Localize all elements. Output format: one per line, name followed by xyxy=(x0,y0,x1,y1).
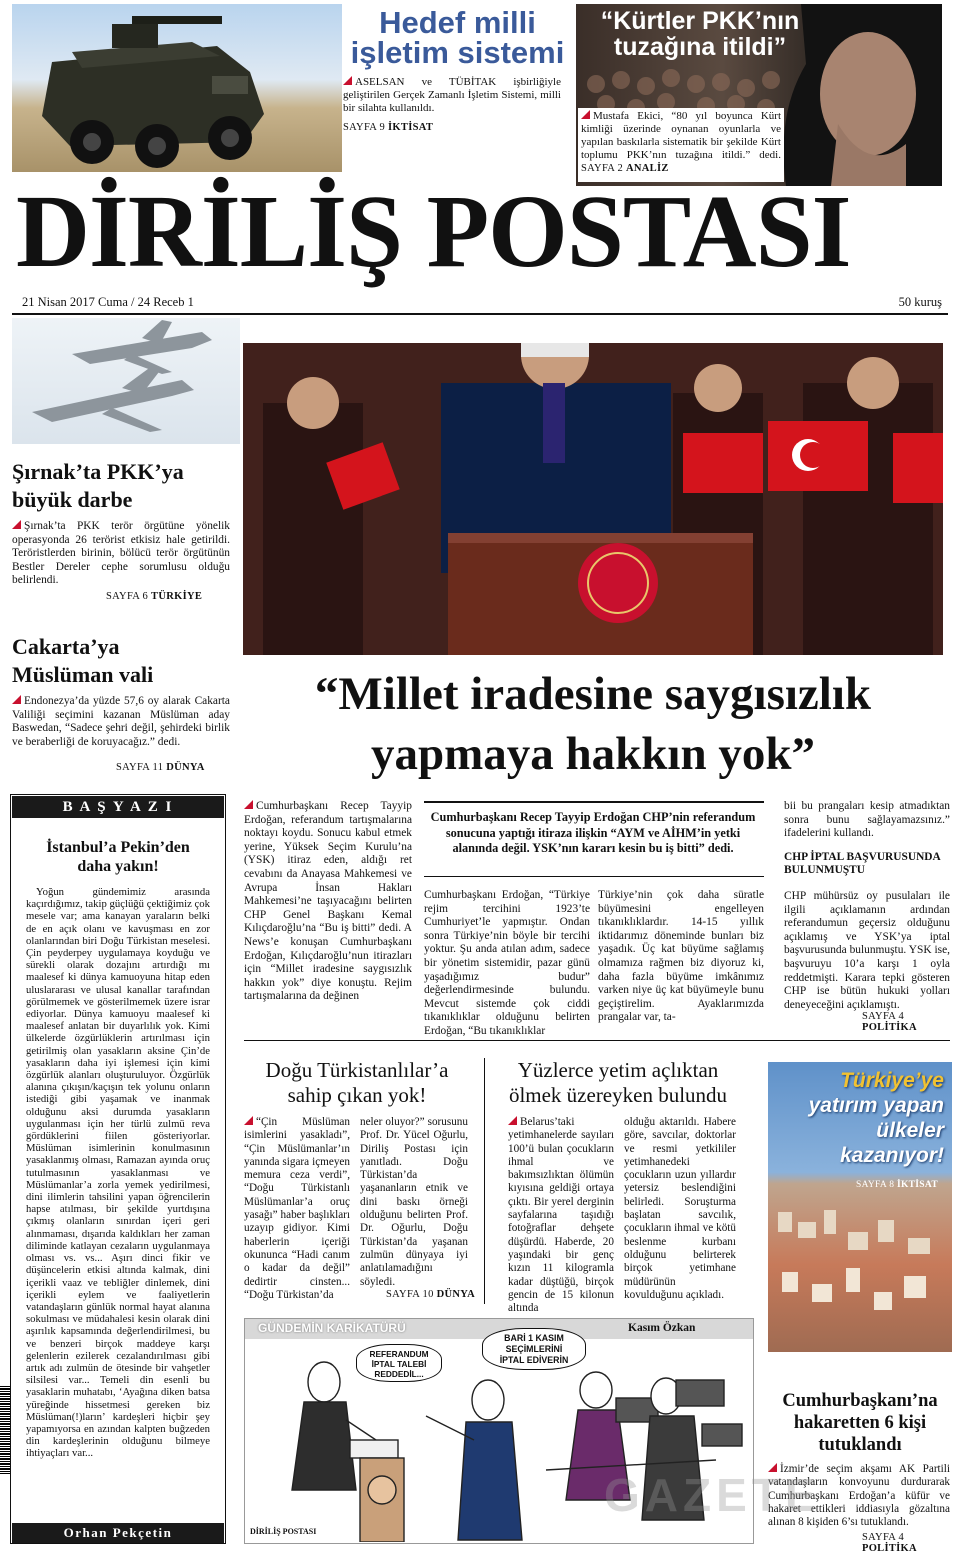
sirnak-title: Şırnak’ta PKK’ya büyük darbe xyxy=(12,459,184,512)
top-left-title: Hedef milli işletim sistemi xyxy=(350,5,565,70)
masthead-title: DİRİLİŞ POSTASI xyxy=(16,174,851,289)
speech-bubble-2: BARİ 1 KASIM SEÇİMLERİNİ İPTAL EDİVERİN xyxy=(482,1328,586,1370)
cakarta-title: Cakarta’ya Müslüman vali xyxy=(12,634,154,687)
erdogan-podium-photo xyxy=(243,343,943,655)
basyazi-label: B A Ş Y A Z I xyxy=(12,796,224,818)
red-triangle-icon xyxy=(12,695,21,704)
barcode xyxy=(0,1386,10,1474)
cartoon-header: GÜNDEMİN KARİKATÜRÜ xyxy=(258,1321,406,1335)
speech-bubble-1: REFERANDUM İPTAL TALEBİ REDDEDİL... xyxy=(356,1344,442,1382)
ad-text: Türkiye’ye yatırım yapan ülkeler kazanıyor! xyxy=(808,1069,944,1167)
red-triangle-icon xyxy=(244,1116,253,1125)
main-headline: “Millet iradesine saygısızlık yapmaya hakkın yok” xyxy=(314,668,872,780)
yetim-title: Yüzlerce yetim açlıktan ölmek üzereyken bulundu xyxy=(508,1058,728,1107)
tutuklandi-title: Cumhurbaşkanı’na hakaretten 6 kişi tutuklandı xyxy=(782,1391,938,1455)
red-triangle-icon xyxy=(244,800,253,809)
dogu-title: Doğu Türkistanlılar’a sahip çıkan yok! xyxy=(265,1058,449,1107)
cartoon-artist: Kasım Özkan xyxy=(628,1322,696,1334)
fighter-jets-photo xyxy=(12,318,240,444)
red-triangle-icon xyxy=(12,520,21,529)
red-triangle-icon xyxy=(508,1116,517,1125)
price: 50 kuruş xyxy=(898,295,942,309)
basyazi-author: Orhan Pekçetin xyxy=(12,1523,224,1543)
issue-date: 21 Nisan 2017 Cuma / 24 Receb 1 xyxy=(22,295,194,309)
armored-vehicle-photo xyxy=(12,4,342,172)
red-triangle-icon xyxy=(581,110,590,119)
basyazi-title: İstanbul’a Pekin’den daha yakın! xyxy=(46,839,190,875)
top-right-title: “Kürtler PKK’nın tuzağına itildi” xyxy=(600,7,800,61)
red-triangle-icon xyxy=(343,76,352,85)
watermark: GAZETE xyxy=(604,1469,821,1521)
cartoon-signature: DİRİLİŞ POSTASI xyxy=(250,1527,317,1536)
story-summary: Cumhurbaşkanı Recep Tayyip Erdoğan CHP’nin referandum sonucuna yaptığı itiraza ilişkin “AYM ve AİHM’in yetki alanında değil. YSK’nın kararı kesin bu iş bitti” dedi. xyxy=(430,810,756,855)
